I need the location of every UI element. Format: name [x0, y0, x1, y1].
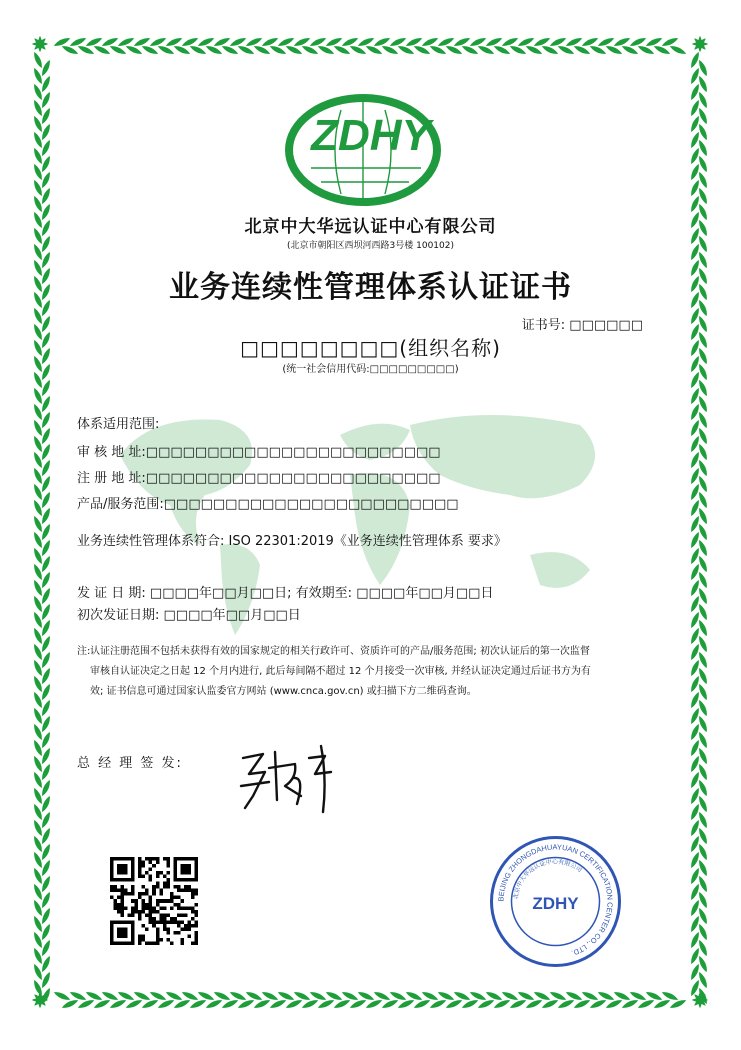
company-seal	[487, 833, 624, 970]
zdhy-logo	[281, 90, 459, 208]
note-label: 注:	[77, 646, 91, 657]
signer-label: 总 经 理 签 发:	[77, 756, 183, 771]
organization-name: □□□□□□□□(组织名称)	[240, 336, 501, 360]
note-line: 审核自认证决定之日起 12 个月内进行, 此后每间隔不超过 12 个月接受一次审核, 并经认证决定通过后证书方为有	[90, 666, 591, 677]
audit-address-label: 审 核 地 址:	[77, 445, 146, 460]
handwritten-signature	[235, 738, 345, 814]
note-line: 认证注册范围不包括未获得有效的国家规定的相关行政许可、资质许可的产品/服务范围; 初次认证后的第一次监督	[90, 646, 590, 657]
scope-field	[77, 413, 159, 432]
certificate-number	[522, 314, 643, 333]
svg-text:ZDHY: ZDHY	[311, 111, 431, 160]
product-scope-value: □□□□□□□□□□□□□□□□□□□□□□□□	[163, 497, 459, 512]
audit-address-value: □□□□□□□□□□□□□□□□□□□□□□□□	[145, 445, 441, 460]
issue-date-line: 发 证 日 期: □□□□年□□月□□日; 有效期至: □□□□年□□月□□日	[77, 586, 494, 601]
svg-text:ZDHY: ZDHY	[532, 894, 579, 913]
qr-code[interactable]	[110, 857, 198, 945]
note-line: 效; 证书信息可通过国家认监委官方网站 (www.cnca.gov.cn) 或扫描下方二维码查询。	[90, 686, 477, 697]
company-address: (北京市朝阳区西坝河西路3号楼 100102)	[287, 241, 454, 251]
audit-address-field	[77, 441, 441, 460]
product-scope-label: 产品/服务范围:	[77, 497, 164, 512]
registered-address-field	[77, 467, 441, 486]
company-name: 北京中大华远认证中心有限公司	[244, 217, 497, 237]
first-issue-date-line: 初次发证日期: □□□□年□□月□□日	[77, 608, 301, 623]
standard-statement: 业务连续性管理体系符合: ISO 22301:2019《业务连续性管理体系 要求》	[77, 534, 507, 549]
notes	[77, 642, 677, 702]
certificate-number-label: 证书号:	[521, 318, 566, 333]
svg-text:BEIJING ZHONGDAHUAYUAN CERTIFI: BEIJING ZHONGDAHUAYUAN CERTIFICATION CENTER CO., LTD.	[496, 842, 615, 958]
registered-address-value: □□□□□□□□□□□□□□□□□□□□□□□□	[145, 471, 441, 486]
credit-code: (统一社会信用代码:□□□□□□□□□)	[282, 364, 459, 375]
registered-address-label: 注 册 地 址:	[77, 471, 146, 486]
scope-label: 体系适用范围:	[77, 417, 160, 432]
certificate-number-value: □□□□□□	[569, 318, 643, 333]
product-scope-field	[77, 493, 459, 512]
svg-text:北京中大华远认证中心有限公司: 北京中大华远认证中心有限公司	[512, 858, 584, 900]
certificate-title: 业务连续性管理体系认证证书	[169, 270, 572, 305]
